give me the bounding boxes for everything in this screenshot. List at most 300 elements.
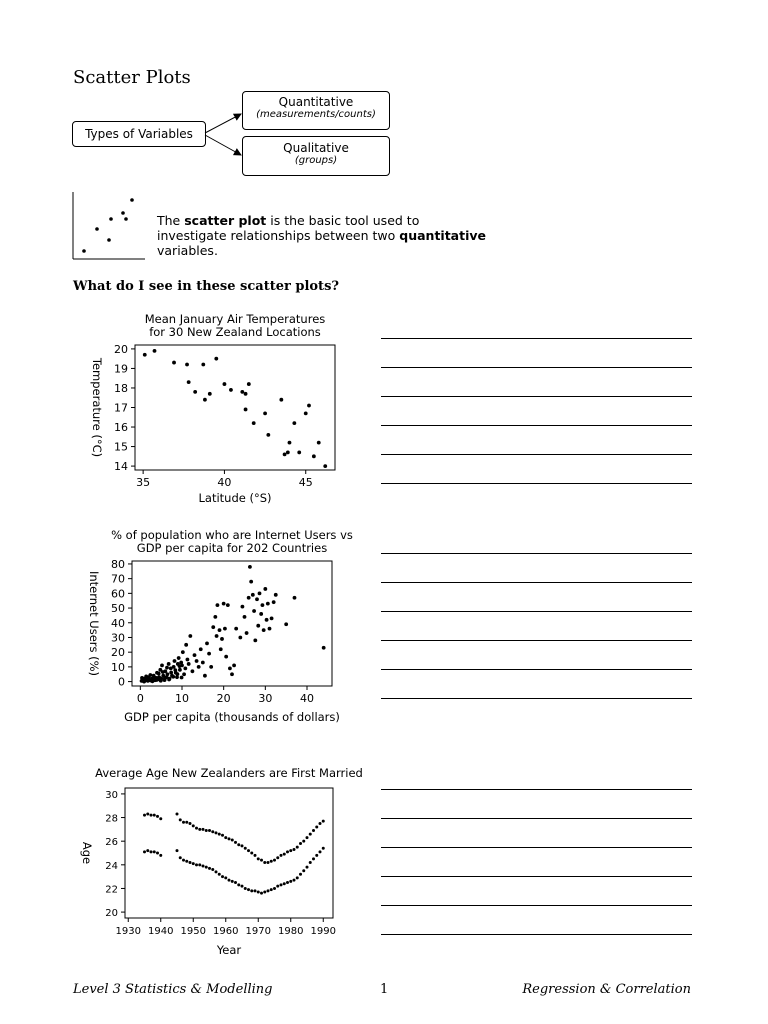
data-point-women (247, 888, 250, 891)
x-axis-label: Latitude (°S) (198, 491, 272, 505)
data-point-men (289, 849, 292, 852)
data-point (263, 587, 267, 591)
data-point-women (234, 881, 237, 884)
y-tick-label: 0 (118, 675, 125, 689)
data-point (255, 597, 259, 601)
data-point-men (312, 829, 315, 832)
data-point (283, 452, 287, 456)
data-point-women (208, 867, 211, 870)
answer-line[interactable] (381, 454, 692, 455)
intro-text-3: variables. (157, 243, 218, 258)
data-point-women (231, 880, 234, 883)
data-point-women (211, 868, 214, 871)
y-tick-label: 10 (111, 660, 125, 674)
data-point (172, 361, 176, 365)
y-tick-label: 28 (105, 813, 118, 825)
x-tick-label: 30 (258, 692, 273, 705)
data-point-men (150, 814, 153, 817)
data-point (143, 353, 147, 357)
answer-line[interactable] (381, 483, 692, 484)
answer-line[interactable] (381, 425, 692, 426)
data-point (248, 565, 252, 569)
data-point (176, 672, 180, 676)
data-point (195, 659, 199, 663)
data-point-women (263, 891, 266, 894)
answer-line[interactable] (381, 640, 692, 641)
data-point (209, 665, 213, 669)
x-axis-label: GDP per capita (thousands of dollars) (124, 710, 340, 724)
answer-line[interactable] (381, 876, 692, 877)
chart-title: Average Age New Zealanders are First Married (95, 766, 363, 780)
page-title: Scatter Plots (73, 67, 191, 88)
chart-title: for 30 New Zealand Locations (149, 325, 321, 339)
quantitative-label: Quantitative (278, 95, 354, 109)
footer-page-number: 1 (380, 982, 389, 997)
data-point-women (221, 875, 224, 878)
data-point-women (250, 889, 253, 892)
data-point-men (319, 822, 322, 825)
scatter-plot-definition (157, 213, 487, 258)
data-point (182, 672, 186, 676)
data-point-men (143, 814, 146, 817)
data-point (265, 618, 269, 622)
data-point-women (195, 863, 198, 866)
data-point (218, 628, 222, 632)
section-question: What do I see in these scatter plots? (73, 279, 339, 294)
y-tick-label: 30 (105, 789, 118, 801)
data-point-men (241, 844, 244, 847)
chart-title: Mean January Air Temperatures (144, 312, 326, 326)
data-point-women (205, 866, 208, 869)
data-point (251, 593, 255, 597)
data-point (166, 672, 170, 676)
diagram-arrows (204, 105, 246, 165)
y-tick-label: 80 (111, 557, 125, 571)
y-tick-label: 14 (114, 460, 128, 474)
data-point (230, 672, 234, 676)
answer-line[interactable] (381, 698, 692, 699)
data-point-women (299, 873, 302, 876)
data-point (220, 637, 224, 641)
arrow-to-quantitative (205, 114, 241, 133)
data-point-women (319, 850, 322, 853)
data-point (244, 392, 248, 396)
data-point (274, 593, 278, 597)
data-point (207, 652, 211, 656)
data-point (187, 380, 191, 384)
x-tick-label: 1970 (245, 926, 271, 937)
data-point-men (283, 853, 286, 856)
data-point (201, 661, 205, 665)
data-point (167, 678, 171, 682)
data-point-women (273, 887, 276, 890)
y-tick-label: 30 (111, 631, 125, 645)
data-point (177, 656, 181, 660)
data-point (292, 421, 296, 425)
data-point-women (283, 882, 286, 885)
data-point-women (202, 865, 205, 868)
data-point-men (237, 843, 240, 846)
data-point (167, 662, 171, 666)
data-point (184, 643, 188, 647)
answer-line[interactable] (381, 669, 692, 670)
data-point (191, 669, 195, 673)
data-point (153, 349, 157, 353)
data-point (163, 676, 167, 680)
x-tick-label: 40 (300, 692, 314, 705)
qualitative-box (242, 136, 390, 176)
data-point (197, 665, 201, 669)
data-point-men (263, 861, 266, 864)
data-point (157, 672, 161, 676)
y-tick-label: 17 (114, 401, 128, 415)
data-point (203, 674, 207, 678)
data-point-men (218, 833, 221, 836)
data-point (208, 392, 212, 396)
data-point (223, 627, 227, 631)
data-point-men (153, 814, 156, 817)
data-point (180, 676, 184, 680)
data-point (322, 646, 326, 650)
y-tick-label: 20 (111, 646, 125, 660)
data-point (232, 664, 236, 668)
data-point-women (315, 854, 318, 857)
data-point-women (150, 850, 153, 853)
y-tick-label: 15 (114, 440, 128, 454)
data-point-women (302, 869, 305, 872)
data-point (159, 679, 163, 683)
data-point (215, 634, 219, 638)
data-point-men (221, 834, 224, 837)
data-point-men (247, 849, 250, 852)
data-point (268, 627, 272, 631)
data-point (171, 675, 175, 679)
data-point (266, 433, 270, 437)
quantitative-sub: (measurements/counts) (256, 109, 376, 120)
data-point-women (280, 883, 283, 886)
data-point (241, 605, 245, 609)
data-point-men (231, 839, 234, 842)
data-point (224, 655, 228, 659)
data-point-men (322, 820, 325, 823)
data-point-women (296, 876, 299, 879)
data-point-women (293, 879, 296, 882)
x-tick-label: 35 (136, 476, 151, 489)
chart-title: % of population who are Internet Users vs (111, 528, 353, 542)
data-point-women (215, 870, 218, 873)
data-point-men (189, 822, 192, 825)
answer-line[interactable] (381, 818, 692, 819)
y-tick-label: 40 (111, 616, 125, 630)
data-point-men (228, 837, 231, 840)
data-point-men (254, 854, 257, 857)
chart-nz-temperatures (80, 308, 350, 508)
y-tick-label: 22 (105, 884, 118, 896)
data-point-women (156, 852, 159, 855)
data-point (178, 668, 182, 672)
data-point-men (293, 848, 296, 851)
data-point-men (260, 859, 263, 862)
data-point (245, 631, 249, 635)
data-point (258, 591, 262, 595)
data-point-women (312, 857, 315, 860)
x-tick-label: 1950 (180, 926, 206, 937)
data-point-men (211, 830, 214, 833)
data-point (223, 382, 227, 386)
y-axis-label: Temperature (°C) (90, 357, 104, 458)
data-point (261, 603, 265, 607)
data-point (201, 363, 205, 367)
data-point (312, 454, 316, 458)
data-point (253, 639, 257, 643)
data-point (187, 662, 191, 666)
data-point-men (205, 829, 208, 832)
data-point (247, 596, 251, 600)
x-tick-label: 10 (175, 692, 189, 705)
data-point-women (146, 849, 149, 852)
data-point-women (159, 854, 162, 857)
chart-title: GDP per capita for 202 Countries (136, 541, 328, 555)
data-point (173, 668, 177, 672)
data-point-women (182, 859, 185, 862)
x-tick-label: 1940 (148, 926, 174, 937)
data-point (266, 602, 270, 606)
answer-line[interactable] (381, 582, 692, 583)
data-point-men (159, 817, 162, 820)
data-point-men (156, 815, 159, 818)
data-point (173, 659, 177, 663)
data-point (213, 615, 217, 619)
data-point (244, 408, 248, 412)
data-point (229, 388, 233, 392)
y-tick-label: 19 (114, 362, 128, 376)
answer-line[interactable] (381, 847, 692, 848)
y-tick-label: 26 (105, 837, 118, 849)
data-point (263, 411, 267, 415)
data-point-women (224, 876, 227, 879)
data-point-men (195, 827, 198, 830)
data-point (188, 634, 192, 638)
answer-line[interactable] (381, 934, 692, 935)
data-point-men (224, 836, 227, 839)
data-point-women (143, 850, 146, 853)
data-point-men (315, 826, 318, 829)
answer-line[interactable] (381, 553, 692, 554)
data-point-women (237, 883, 240, 886)
y-tick-label: 16 (114, 421, 128, 435)
data-point (205, 641, 209, 645)
data-point-men (299, 842, 302, 845)
data-point (193, 390, 197, 394)
data-point (161, 670, 165, 674)
data-point-women (228, 879, 231, 882)
data-point (249, 580, 253, 584)
qualitative-label: Qualitative (283, 141, 349, 155)
data-point (151, 679, 155, 683)
x-tick-label: 1980 (278, 926, 304, 937)
data-point (234, 627, 238, 631)
answer-line[interactable] (381, 338, 692, 339)
data-point (155, 678, 159, 682)
data-point-men (306, 836, 309, 839)
data-point (169, 671, 173, 675)
answer-line[interactable] (381, 789, 692, 790)
data-point-women (179, 856, 182, 859)
data-point-women (257, 891, 260, 894)
data-point (293, 596, 297, 600)
data-point (259, 612, 263, 616)
data-point-men (208, 829, 211, 832)
data-point (304, 411, 308, 415)
data-point-women (244, 887, 247, 890)
data-point (219, 647, 223, 651)
data-point (226, 603, 230, 607)
data-point (203, 398, 207, 402)
data-point-men (280, 854, 283, 857)
data-point (240, 390, 244, 394)
data-point (148, 673, 152, 677)
data-point (288, 441, 292, 445)
data-point-men (286, 850, 289, 853)
data-point-men (182, 821, 185, 824)
intro-text-2: is the basic tool used to investigate relationships between two (157, 213, 420, 243)
data-point-men (276, 856, 279, 859)
intro-bold-quantitative: quantitative (399, 228, 487, 243)
data-point-men (192, 824, 195, 827)
plot-frame (135, 345, 335, 470)
data-point-women (270, 888, 273, 891)
data-point-women (306, 866, 309, 869)
y-axis-label: Age (80, 841, 94, 865)
data-point-women (267, 889, 270, 892)
x-tick-label: 0 (136, 692, 144, 705)
data-point (270, 616, 274, 620)
data-point-men (215, 831, 218, 834)
data-point (284, 622, 288, 626)
data-point-women (289, 880, 292, 883)
data-point (256, 624, 260, 628)
data-point-men (198, 828, 201, 831)
data-point (272, 600, 276, 604)
data-point (178, 664, 182, 668)
data-point-men (250, 852, 253, 855)
data-point-men (176, 813, 179, 816)
data-point (165, 666, 169, 670)
x-axis-label: Year (216, 943, 242, 957)
data-point-women (276, 885, 279, 888)
data-point-women (176, 849, 179, 852)
answer-line[interactable] (381, 611, 692, 612)
data-point (185, 363, 189, 367)
data-point-women (241, 885, 244, 888)
data-point (222, 602, 226, 606)
data-point (262, 628, 266, 632)
data-point (140, 676, 144, 680)
intro-bold-scatter-plot: scatter plot (184, 213, 267, 228)
data-point (243, 615, 247, 619)
data-point (317, 441, 321, 445)
data-point-men (234, 841, 237, 844)
data-point-men (244, 847, 247, 850)
data-point-men (146, 813, 149, 816)
data-point (323, 464, 327, 468)
data-point-women (309, 861, 312, 864)
answer-line[interactable] (381, 396, 692, 397)
data-point-men (309, 833, 312, 836)
chart-internet-users (75, 526, 365, 726)
x-tick-label: 1960 (213, 926, 239, 937)
data-point-men (302, 840, 305, 843)
data-point-men (267, 861, 270, 864)
data-point (307, 404, 311, 408)
data-point-men (202, 828, 205, 831)
data-point (142, 680, 146, 684)
data-point (183, 666, 187, 670)
data-point-men (185, 821, 188, 824)
data-point (286, 451, 290, 455)
answer-line[interactable] (381, 905, 692, 906)
y-tick-label: 20 (105, 908, 118, 920)
data-point-women (322, 847, 325, 850)
data-point-women (286, 881, 289, 884)
data-point-women (254, 889, 257, 892)
data-point (146, 677, 150, 681)
data-point-women (153, 850, 156, 853)
data-point (214, 357, 218, 361)
data-point (160, 664, 164, 668)
x-tick-label: 45 (298, 476, 313, 489)
chart-marriage-age (80, 764, 365, 964)
data-point (193, 653, 197, 657)
data-point (228, 666, 232, 670)
footer-left: Level 3 Statistics & Modelling (73, 982, 273, 997)
x-tick-label: 20 (216, 692, 231, 705)
data-point (211, 625, 215, 629)
data-point-women (185, 860, 188, 863)
answer-line[interactable] (381, 367, 692, 368)
data-point (252, 609, 256, 613)
y-tick-label: 24 (105, 860, 118, 872)
footer-right: Regression & Correlation (522, 982, 691, 997)
data-point-women (260, 892, 263, 895)
arrow-to-qualitative (205, 135, 241, 155)
intro-text-1: The (157, 213, 185, 228)
y-tick-label: 60 (111, 587, 125, 601)
data-point (216, 603, 220, 607)
data-point (247, 382, 251, 386)
y-axis-label: Internet Users (%) (87, 570, 101, 677)
scatter-plot-icon (72, 191, 147, 261)
data-point-women (218, 873, 221, 876)
data-point (297, 451, 301, 455)
data-point (199, 647, 203, 651)
data-point (279, 398, 283, 402)
x-tick-label: 1990 (310, 926, 336, 937)
x-tick-label: 1930 (115, 926, 141, 937)
data-point-men (257, 857, 260, 860)
data-point-women (189, 861, 192, 864)
x-tick-label: 40 (217, 476, 232, 489)
data-point (181, 650, 185, 654)
data-point-men (270, 860, 273, 863)
data-point (252, 421, 256, 425)
y-tick-label: 50 (111, 602, 125, 616)
data-point (238, 636, 242, 640)
y-tick-label: 70 (111, 572, 125, 586)
data-point (186, 658, 190, 662)
data-point-women (192, 862, 195, 865)
data-point-men (296, 846, 299, 849)
